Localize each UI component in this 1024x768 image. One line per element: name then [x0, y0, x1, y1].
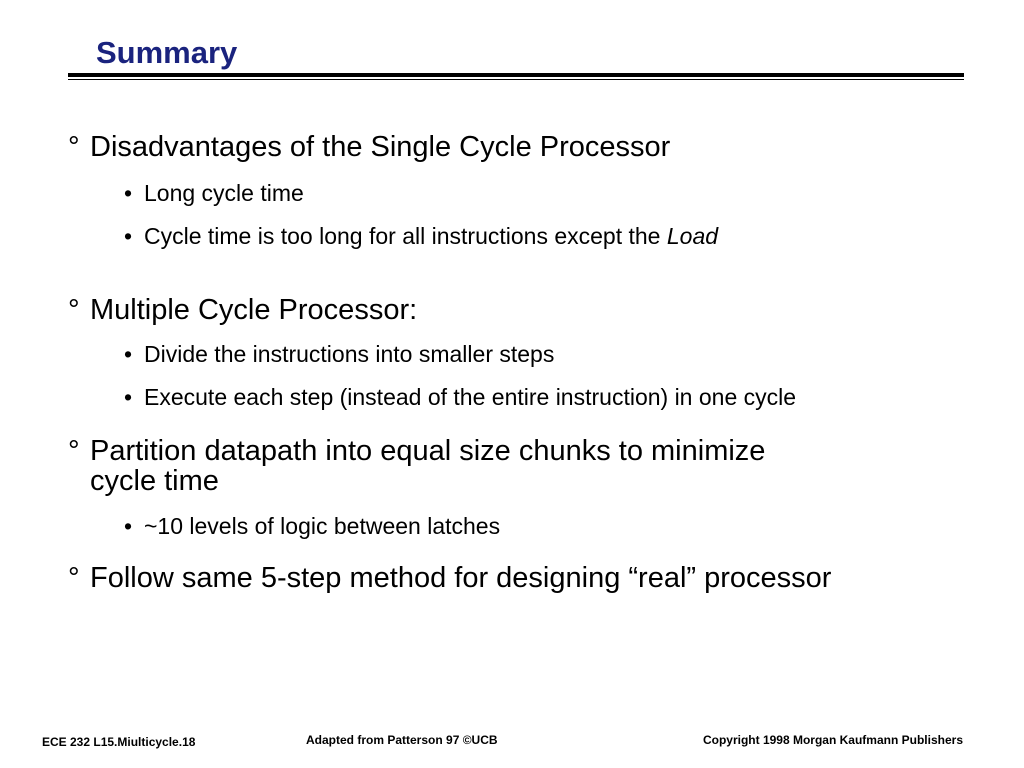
dot-bullet-mark: • — [124, 223, 133, 249]
emphasized-term: Load — [666, 223, 719, 249]
slide-title: Summary — [96, 35, 238, 70]
degree-bullet-mark: ° — [68, 294, 80, 326]
dot-bullet-mark: • — [124, 513, 133, 539]
footer-attribution: Adapted from Patterson 97 ©UCB — [306, 733, 498, 747]
bullet-point-1 — [68, 132, 670, 162]
bullet-point-text: Partition datapath into equal size chunks to minimize — [90, 435, 766, 467]
sub-bullet-text: Cycle time is too long for all instructions except the — [144, 223, 667, 249]
sub-bullet-text: Long cycle time — [144, 180, 304, 206]
sub-bullet-text: Divide the instructions into smaller steps — [144, 341, 555, 367]
sub-bullet-1-1 — [124, 180, 304, 206]
sub-bullet-text: ~10 levels of logic between latches — [144, 513, 501, 539]
degree-bullet-mark: ° — [68, 435, 80, 467]
bullet-point-text: Multiple Cycle Processor: — [90, 294, 418, 326]
dot-bullet-mark: • — [124, 341, 133, 367]
title-divider-thick — [68, 73, 964, 77]
bullet-point-text: Follow same 5-step method for designing “real” processor — [90, 562, 832, 594]
sub-bullet-2-2 — [124, 384, 796, 410]
sub-bullet-text: Execute each step (instead of the entire instruction) in one cycle — [144, 384, 797, 410]
title-divider-thin — [68, 79, 964, 80]
dot-bullet-mark: • — [124, 180, 133, 206]
bullet-point-text: Disadvantages of the Single Cycle Processor — [90, 131, 671, 163]
sub-bullet-1-2 — [124, 223, 718, 249]
footer-course-id: ECE 232 L15.Miulticycle.18 — [42, 735, 196, 749]
bullet-point-3 — [68, 436, 765, 496]
sub-bullet-2-1 — [124, 341, 554, 367]
bullet-point-2 — [68, 295, 417, 325]
dot-bullet-mark: • — [124, 384, 133, 410]
bullet-point-4 — [68, 563, 831, 593]
bullet-point-text-continuation: cycle time — [90, 465, 219, 497]
degree-bullet-mark: ° — [68, 131, 80, 163]
degree-bullet-mark: ° — [68, 562, 80, 594]
sub-bullet-3-1 — [124, 513, 500, 539]
footer-copyright: Copyright 1998 Morgan Kaufmann Publishers — [702, 733, 963, 747]
